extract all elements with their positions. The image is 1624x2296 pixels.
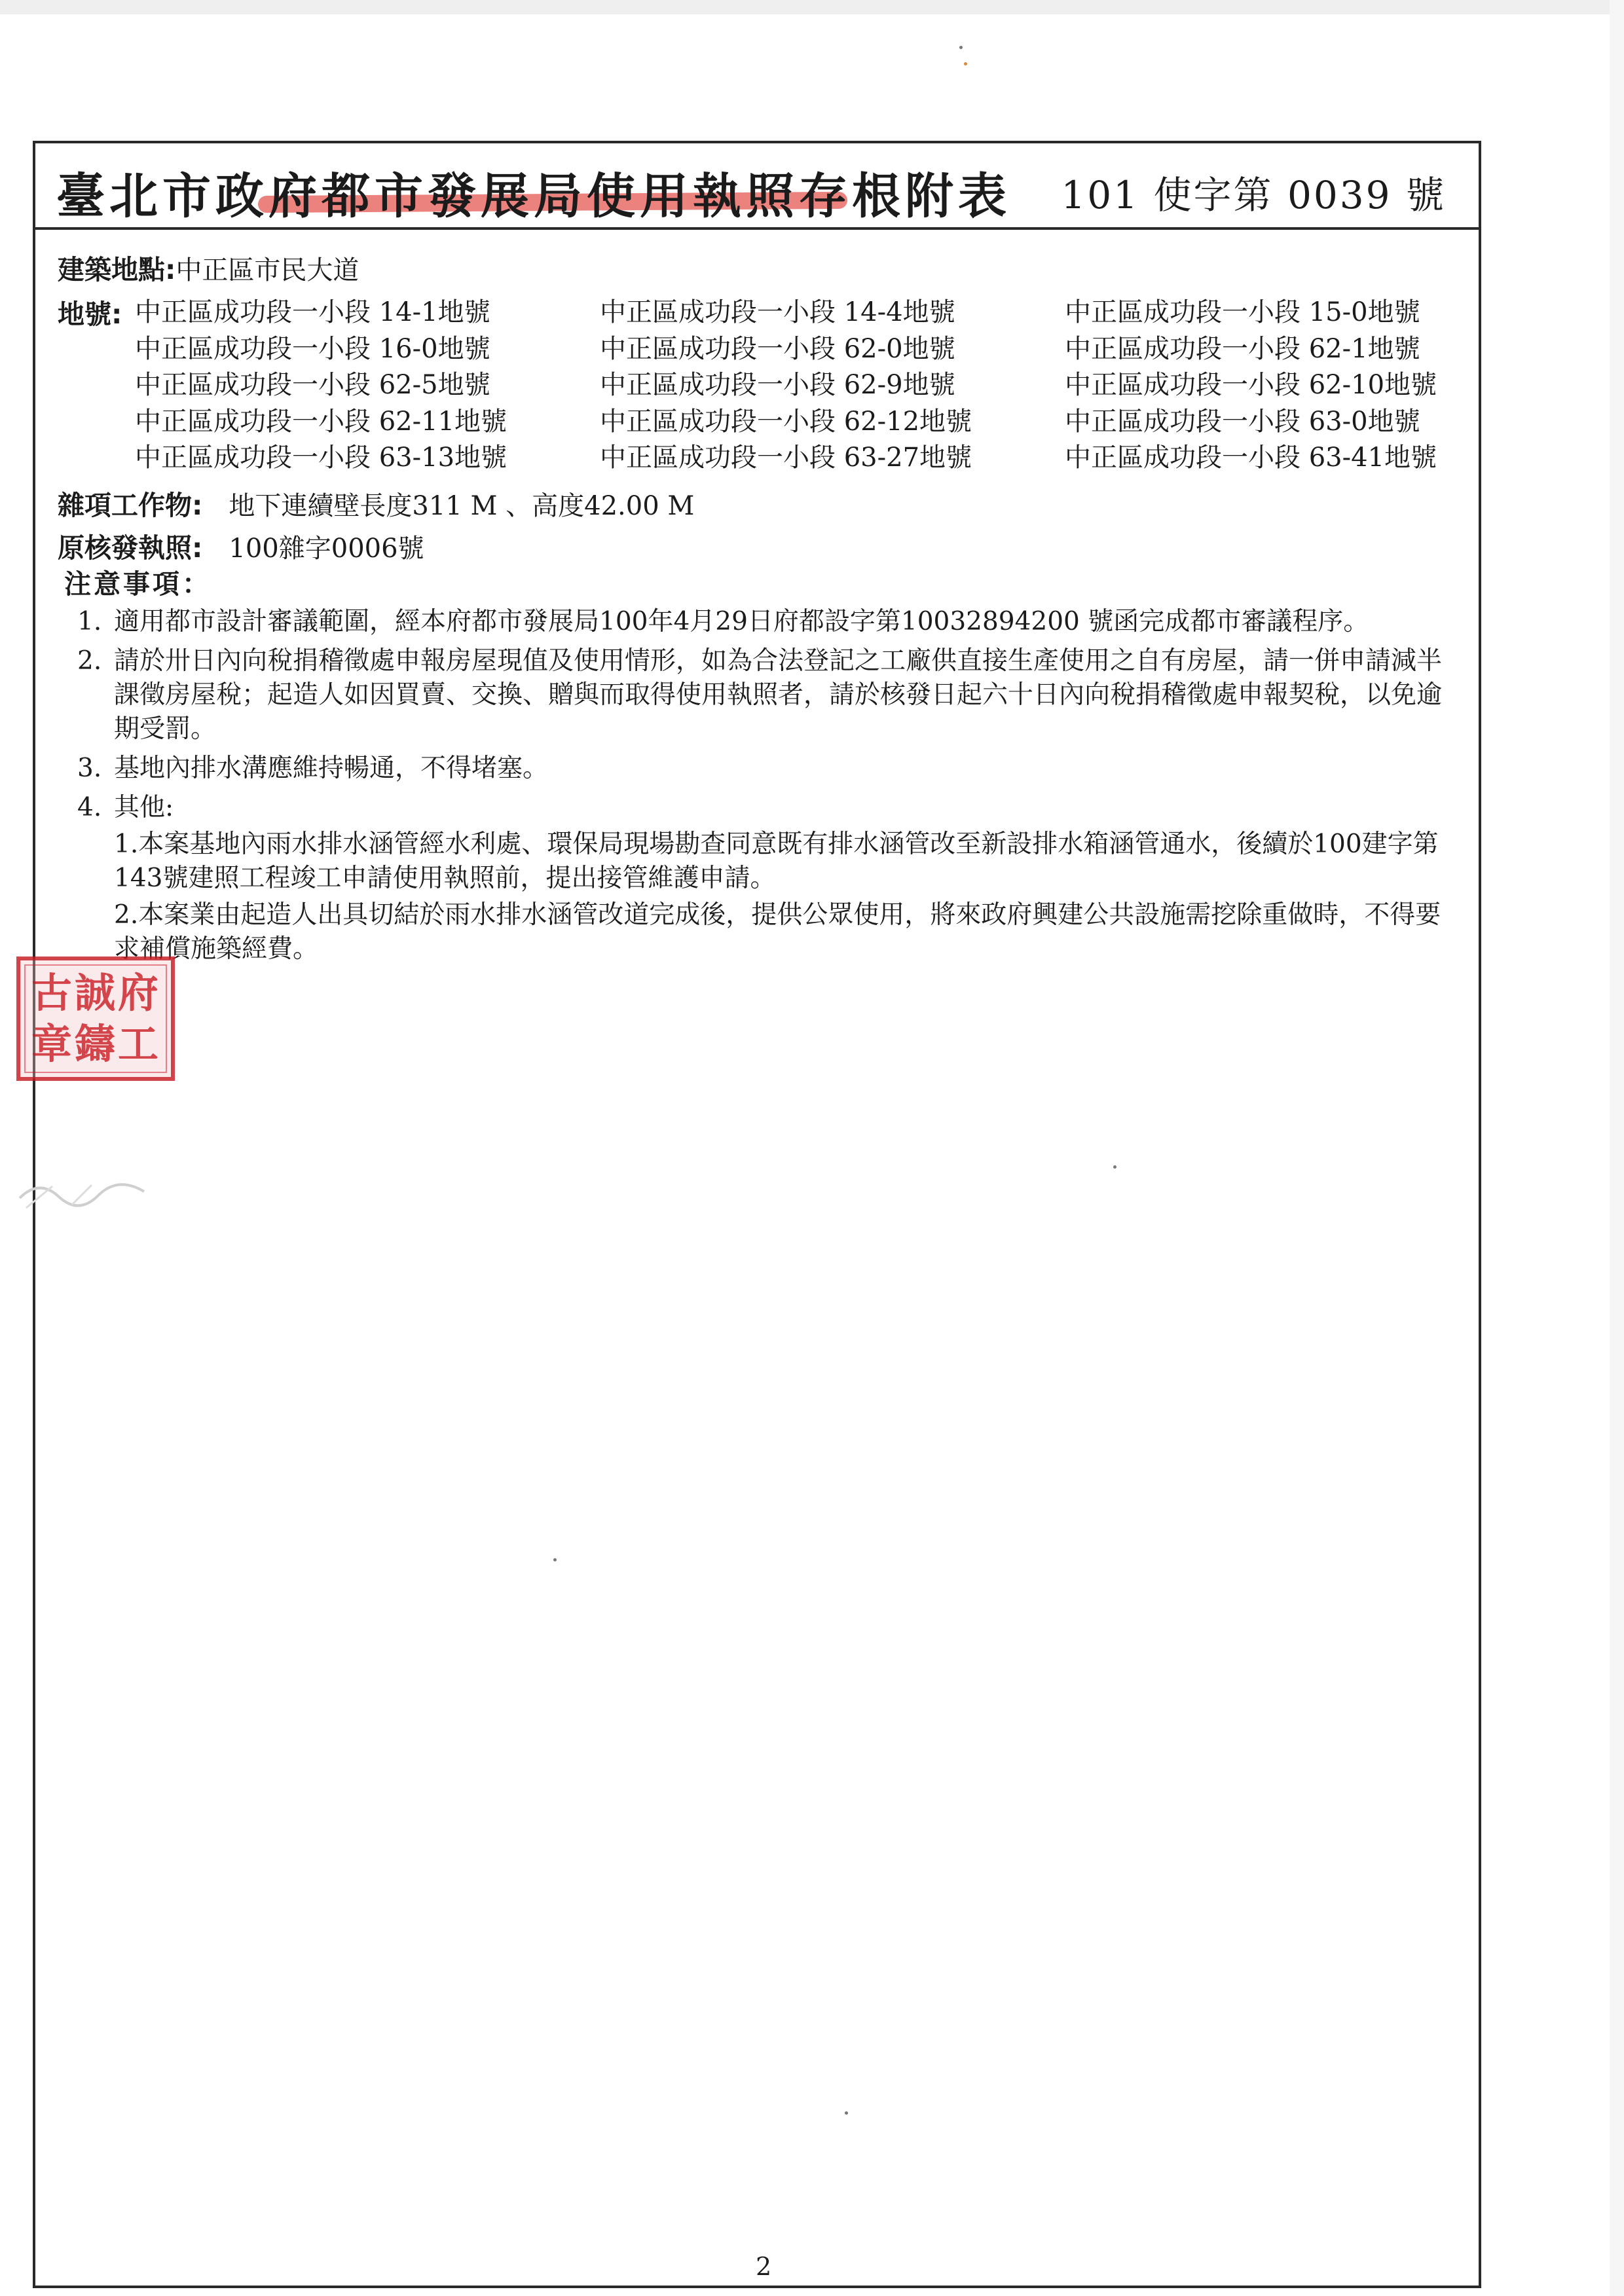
lot-item: 中正區成功段一小段 15-0地號 <box>1065 297 1420 327</box>
original-license-row <box>58 530 424 567</box>
scan-edge-top <box>0 0 1624 14</box>
scan-speck <box>845 2111 848 2115</box>
notice-item <box>77 791 1466 966</box>
lot-item: 中正區成功段一小段 62-1地號 <box>1065 333 1420 364</box>
seal-char: 府 <box>117 969 158 1017</box>
lot-item: 中正區成功段一小段 63-13地號 <box>135 443 507 473</box>
lot-item: 中正區成功段一小段 62-11地號 <box>135 406 507 437</box>
site-row <box>58 251 359 289</box>
original-value: 100雜字0006號 <box>229 534 424 564</box>
lot-item: 中正區成功段一小段 62-9地號 <box>600 370 955 400</box>
seal-characters <box>30 968 161 1070</box>
lot-item: 中正區成功段一小段 63-27地號 <box>600 443 972 473</box>
lot-item: 中正區成功段一小段 14-4地號 <box>600 297 955 327</box>
lots-grid <box>135 291 1437 473</box>
lot-item: 中正區成功段一小段 14-1地號 <box>135 297 490 327</box>
page-title: 臺北市政府都市發展局使用執照存根附表 <box>56 168 1011 225</box>
notice-item <box>77 605 1466 639</box>
page-number: 2 <box>756 2252 772 2281</box>
lot-item: 中正區成功段一小段 16-0地號 <box>135 333 490 364</box>
lot-item: 中正區成功段一小段 62-5地號 <box>135 370 490 400</box>
misc-value: 地下連續壁長度311 M 、高度42.00 M <box>229 491 695 521</box>
notice-number: 3. <box>77 754 102 783</box>
other-paragraph: 1.本案基地內雨水排水涵管經水利處、環保局現場勘查同意既有排水涵管改至新設排水箱涵管通水，後續於100建字第143號建照工程竣工申請使用執照前，提出接管維護申請。 <box>114 829 1439 893</box>
seal-char: 章 <box>31 1020 72 1068</box>
original-label: 原核發執照: <box>58 532 203 564</box>
seal-char: 鑄 <box>74 1020 115 1068</box>
form-frame <box>33 141 1481 2288</box>
notice-number: 2. <box>77 646 102 676</box>
notice-item <box>77 752 1466 786</box>
scan-edge-right <box>1610 0 1624 2296</box>
lot-item: 中正區成功段一小段 63-41地號 <box>1065 443 1437 473</box>
notice-item <box>77 644 1466 746</box>
scan-speck <box>1113 1165 1116 1169</box>
scan-speck <box>553 1558 557 1561</box>
site-value: 中正區市民大道 <box>175 255 360 285</box>
misc-label: 雜項工作物: <box>58 490 203 521</box>
lot-item: 中正區成功段一小段 62-0地號 <box>600 333 955 364</box>
title-row <box>35 143 1479 230</box>
scan-speck <box>959 46 963 49</box>
notice-text: 基地內排水溝應維持暢通，不得堵塞。 <box>114 754 549 783</box>
license-number: 101 使字第 0039 號 <box>1061 173 1446 217</box>
misc-structure-row <box>58 487 694 524</box>
notice-text: 請於卅日內向稅捐稽徵處申報房屋現值及使用情形，如為合法登記之工廠供直接生產使用之自有房屋，請一併申請減半課徵房屋稅；起造人如因買賣、交換、贈與而取得使用執照者，請於核發日起六十日內向稅捐稽徵處申報契稅，以免逾期受罰。 <box>114 646 1443 744</box>
seal-char: 誠 <box>74 969 115 1017</box>
site-label: 建築地點: <box>58 254 176 285</box>
notice-text: 其他: <box>114 793 174 822</box>
seal-char: 古 <box>31 969 72 1017</box>
notice-number: 1. <box>77 607 102 636</box>
scan-speck <box>964 62 967 65</box>
notice-number: 4. <box>77 793 102 822</box>
other-paragraph: 2.本案業由起造人出具切結於雨水排水涵管改道完成後，提供公眾使用，將來政府興建公共設施需挖除重做時，不得要求補償施築經費。 <box>114 900 1441 964</box>
seal-char: 工 <box>117 1020 158 1068</box>
notice-text: 適用都市設計審議範圍，經本府都市發展局100年4月29日府都設字第10032894200 號函完成都市審議程序。 <box>114 607 1369 636</box>
faint-stamp-ghost-icon <box>13 1172 157 1218</box>
lot-item: 中正區成功段一小段 62-12地號 <box>600 406 972 437</box>
lot-item: 中正區成功段一小段 62-10地號 <box>1065 370 1437 400</box>
notice-heading: 注意事項： <box>64 568 212 600</box>
lots-label: 地號: <box>58 299 122 330</box>
official-seal <box>14 955 177 1083</box>
lot-item: 中正區成功段一小段 63-0地號 <box>1065 406 1420 437</box>
notice-list <box>77 605 1466 972</box>
